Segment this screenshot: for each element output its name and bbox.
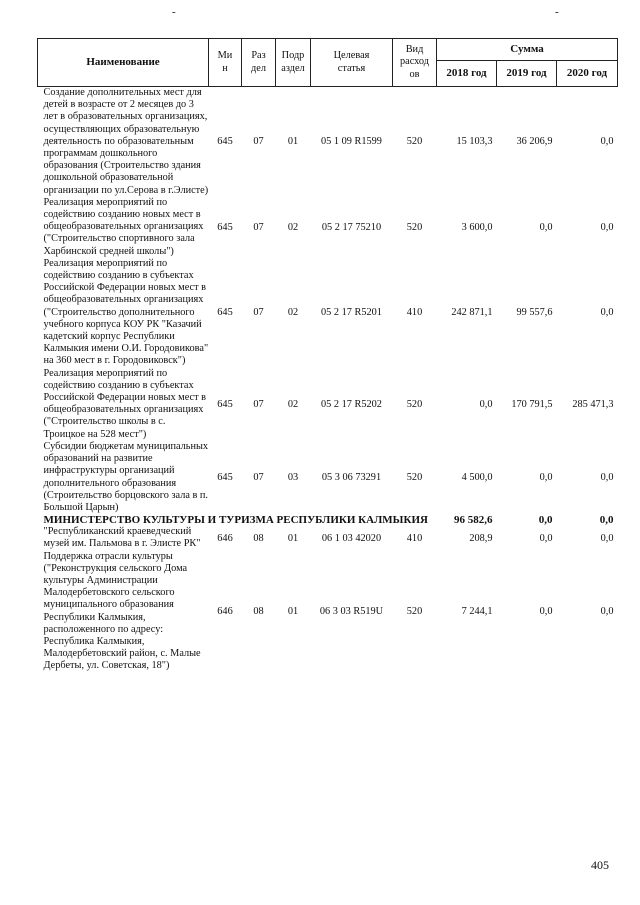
row-target: 05 2 17 R5202	[321, 398, 382, 410]
row-razdel: 07	[253, 398, 264, 410]
header-vid: Вид расход ов	[393, 39, 437, 87]
row-podrazdel: 01	[287, 606, 299, 618]
row-vid: 520	[406, 472, 423, 483]
row-name: Субсидии бюджетам муниципальных образований на развитие инфраструктуры организаций дополнительного образования (Строительство борцовского зала в п. Большой Царын)	[43, 440, 209, 513]
section-row	[38, 514, 618, 526]
row-2020: 0,0	[600, 606, 614, 618]
section-2020: 0,0	[599, 514, 614, 527]
row-vid: 410	[406, 532, 423, 544]
row-vid: 520	[406, 398, 423, 410]
row-min: 646	[217, 532, 233, 544]
row-min: 645	[217, 221, 233, 233]
row-min: 645	[217, 472, 233, 483]
table-row	[38, 197, 618, 258]
row-razdel: 07	[253, 221, 264, 233]
header-target: Целевая статья	[311, 39, 393, 87]
header-2018: 2018 год	[437, 61, 497, 87]
row-2018: 15 103,3	[456, 136, 493, 148]
row-vid: 520	[406, 136, 423, 148]
row-name: Реализация мероприятий по содействию созданию новых мест в общеобразовательных организациях ("Строительство спортивного зала Харбинской средней школы")	[43, 196, 204, 257]
table-row	[38, 368, 618, 441]
row-2018: 208,9	[469, 532, 493, 544]
row-name: Реализация мероприятий по содействию созданию в субъектах Российской Федерации новых мест в общеобразовательных организациях ("Строительство дополнительного учебного корпуса КОУ РК "Казачий кадетский корпус Республики Калмыкия имени О.И. Городовикова" на 360 мест в г. Городовиковск")	[43, 257, 209, 367]
row-podrazdel: 02	[287, 398, 299, 410]
row-2019: 36 206,9	[516, 136, 553, 148]
row-razdel: 07	[253, 136, 264, 148]
header-2020: 2020 год	[557, 61, 618, 87]
row-2020: 0,0	[600, 136, 614, 148]
row-vid: 520	[406, 606, 423, 618]
row-2019: 99 557,6	[516, 307, 553, 319]
header-sum: Сумма	[437, 39, 618, 61]
top-mark-right: -	[555, 6, 559, 18]
row-target: 05 1 09 R1599	[321, 136, 382, 148]
row-2018: 3 600,0	[461, 221, 493, 233]
row-2020: 0,0	[600, 221, 614, 233]
table-row	[38, 526, 618, 550]
row-target: 06 3 03 R519U	[319, 606, 384, 618]
table-row	[38, 441, 618, 514]
row-podrazdel: 01	[287, 136, 299, 148]
row-2020: 0,0	[600, 472, 614, 483]
row-podrazdel: 02	[287, 221, 299, 233]
row-min: 645	[217, 398, 233, 410]
header-name: Наименование	[38, 39, 209, 87]
top-mark-left: -	[172, 6, 176, 18]
row-2020: 0,0	[600, 532, 614, 544]
row-vid: 410	[406, 307, 423, 319]
row-target: 06 1 03 42020	[321, 532, 382, 544]
row-podrazdel: 02	[287, 307, 299, 319]
row-razdel: 07	[253, 307, 264, 319]
table-row	[38, 258, 618, 368]
row-2019: 0,0	[539, 532, 553, 544]
row-2020: 0,0	[600, 307, 614, 319]
header-2019: 2019 год	[497, 61, 557, 87]
row-min: 645	[217, 136, 233, 148]
section-2018: 96 582,6	[454, 514, 493, 527]
row-razdel: 08	[253, 532, 264, 544]
row-target: 05 2 17 R5201	[321, 307, 382, 319]
row-razdel: 07	[253, 472, 264, 483]
page-number: 405	[591, 858, 609, 872]
row-name: Поддержка отрасли культуры ("Реконструкция сельского Дома культуры Администрации Малодербетовского сельского муниципального образования Республики Калмыкия, расположенного по адресу: Республика Калмыкия, Малодербетовский район, с. Малые Дербеты, ул. Советская, 18")	[43, 550, 201, 672]
row-2018: 7 244,1	[461, 606, 493, 618]
row-name: "Республиканский краеведческий музей им. Пальмова в г. Элисте РК"	[43, 526, 201, 550]
row-2019: 0,0	[539, 221, 553, 233]
row-min: 646	[217, 606, 233, 618]
row-razdel: 08	[253, 606, 264, 618]
row-2019: 0,0	[539, 472, 553, 483]
row-name: Реализация мероприятий по содействию созданию в субъектах Российской Федерации новых мест в общеобразовательных организациях ("Строительство школы в с. Троицкое на 528 мест")	[43, 367, 207, 440]
row-2019: 170 791,5	[511, 398, 553, 410]
row-podrazdel: 01	[287, 532, 299, 544]
row-2018: 0,0	[479, 398, 493, 410]
header-min: Ми н	[209, 39, 242, 87]
budget-table	[37, 38, 618, 673]
row-2018: 4 500,0	[461, 472, 493, 483]
row-vid: 520	[406, 221, 423, 233]
section-title: МИНИСТЕРСТВО КУЛЬТУРЫ И ТУРИЗМА РЕСПУБЛИКИ КАЛМЫКИЯ	[43, 514, 428, 527]
row-2018: 242 871,1	[451, 307, 493, 319]
row-podrazdel: 03	[287, 472, 299, 483]
row-name: Создание дополнительных мест для детей в возрасте от 2 месяцев до 3 лет в образовательных организациях, осуществляющих образовательную деятельность по образовательным программам дошкольного образования (Строительство здания дошкольной образовательной организации по ул.Серова в г.Элисте)	[43, 87, 209, 196]
section-2019: 0,0	[538, 514, 553, 527]
table-row	[38, 87, 618, 197]
row-target: 05 2 17 75210	[321, 221, 382, 233]
row-2019: 0,0	[539, 606, 553, 618]
header-razdel: Раз дел	[242, 39, 276, 87]
row-min: 645	[217, 307, 233, 319]
table-row	[38, 551, 618, 673]
row-2020: 285 471,3	[572, 398, 614, 410]
row-target: 05 3 06 73291	[321, 472, 382, 483]
header-podrazdel: Подр аздел	[276, 39, 311, 87]
